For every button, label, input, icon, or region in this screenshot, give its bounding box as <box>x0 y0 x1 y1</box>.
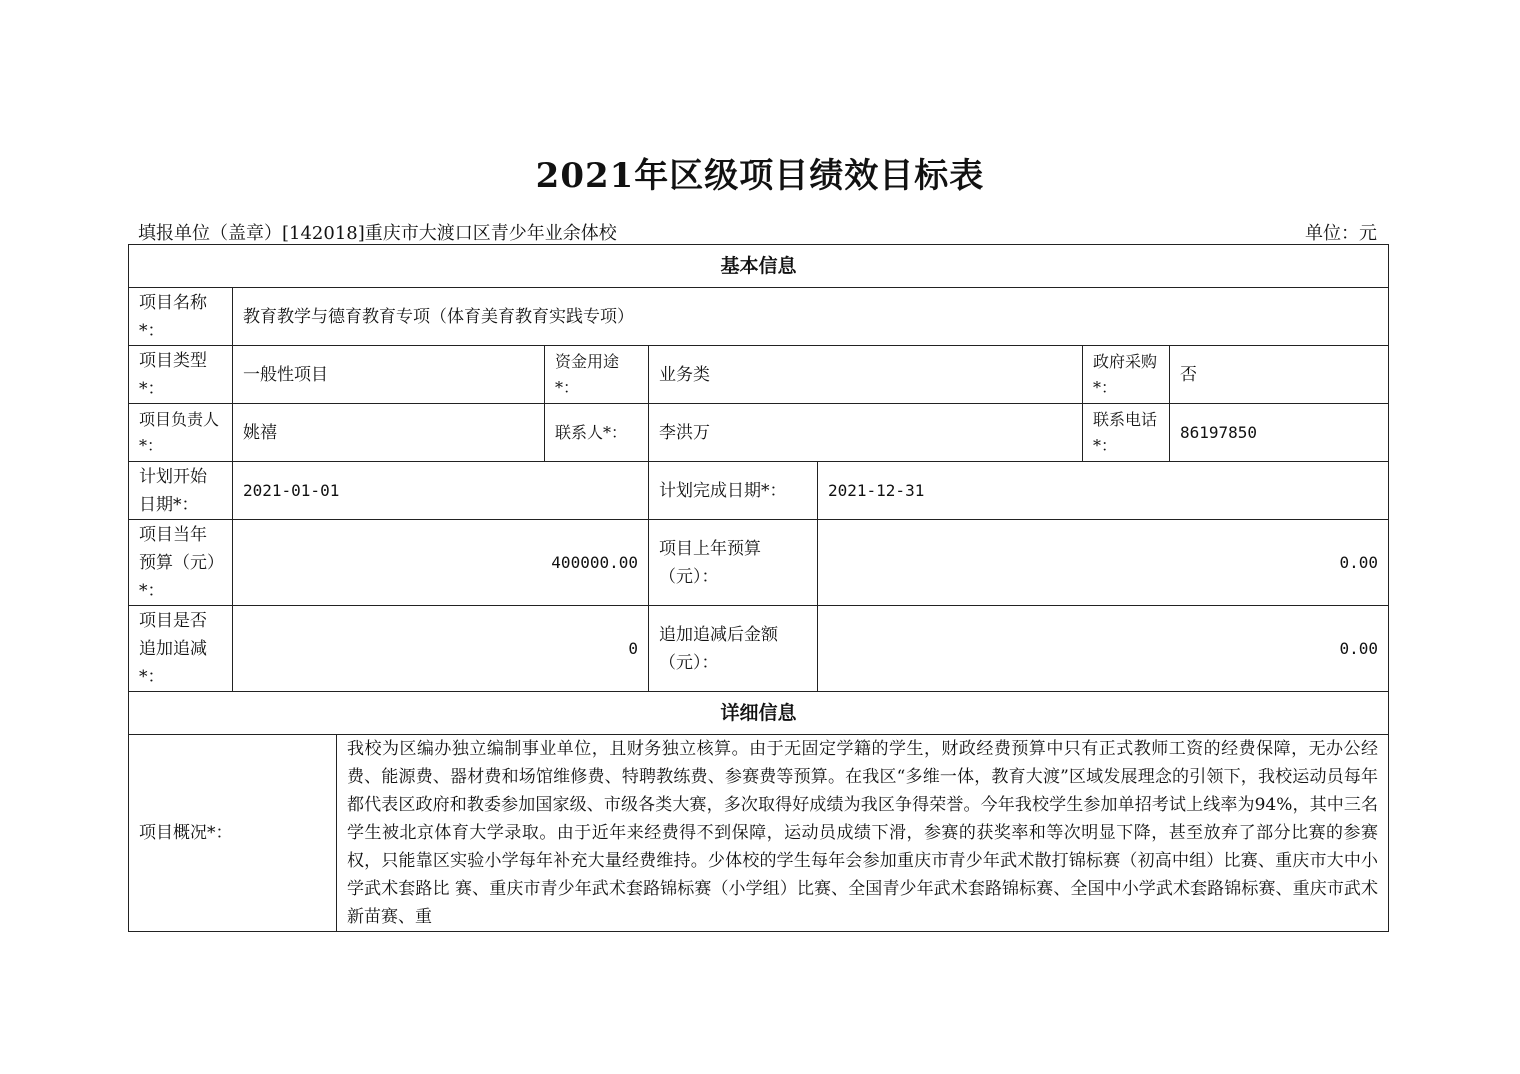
after-adjust-value: 0.00 <box>818 606 1389 692</box>
adjust-value: 0 <box>233 606 649 692</box>
section-detail-title: 详细信息 <box>129 692 1389 735</box>
after-adjust-label: 追加追减后金额（元）： <box>649 606 818 692</box>
last-budget-label: 项目上年预算（元）： <box>649 520 818 606</box>
gov-purchase-value: 否 <box>1170 346 1389 404</box>
page-title: 2021年区级项目绩效目标表 <box>535 156 985 196</box>
leader-value: 姚禧 <box>233 404 545 462</box>
start-date-label: 计划开始日期*： <box>129 462 233 520</box>
row-adjust <box>129 606 1389 692</box>
section-detail-row <box>129 692 1389 735</box>
row-budget <box>129 520 1389 606</box>
performance-form-table <box>128 244 1389 932</box>
row-overview <box>129 735 1389 932</box>
phone-label: 联系电话*： <box>1083 404 1170 462</box>
phone-value: 86197850 <box>1170 404 1389 462</box>
row-project-name <box>129 288 1389 346</box>
filing-unit: 填报单位（盖章）[142018]重庆市大渡口区青少年业余体校 <box>138 223 617 244</box>
row-dates <box>129 462 1389 520</box>
start-date-value: 2021-01-01 <box>233 462 649 520</box>
fund-use-label: 资金用途*： <box>545 346 649 404</box>
row-leader <box>129 404 1389 462</box>
row-project-type <box>129 346 1389 404</box>
leader-label: 项目负责人*： <box>129 404 233 462</box>
end-date-value: 2021-12-31 <box>818 462 1389 520</box>
overview-label: 项目概况*： <box>129 735 337 932</box>
project-type-value: 一般性项目 <box>233 346 545 404</box>
overview-text: 我校为区编办独立编制事业单位，且财务独立核算。由于无固定学籍的学生，财政经费预算中只有正式教师工资的经费保障，无办公经费、能源费、器材费和场馆维修费、特聘教练费、参赛费等预算。在我区“多维一体，教育大渡”区域发展理念的引领下，我校运动员每年都代表区政府和教委参加国家级、市级各类大赛，多次取得好成绩为我区争得荣誉。今年我校学生参加单招考试上线率为94%，其中三名学生被北京体育大学录取。由于近年来经费得不到保障，运动员成绩下滑，参赛的获奖率和等次明显下降，甚至放弃了部分比赛的参赛权，只能靠区实验小学每年补充大量经费维持。少体校的学生每年会参加重庆市青少年武术散打锦标赛（初高中组）比赛、重庆市大中小学武术套路比 赛、重庆市青少年武术套路锦标赛（小学组）比赛、全国青少年武术套路锦标赛、全国中小学武术套路锦标赛、重庆市武术新苗赛、重 <box>337 735 1389 932</box>
section-basic-row <box>129 245 1389 288</box>
contact-label: 联系人*： <box>545 404 649 462</box>
end-date-label: 计划完成日期*： <box>649 462 818 520</box>
last-budget-value: 0.00 <box>818 520 1389 606</box>
adjust-label: 项目是否追加追减*： <box>129 606 233 692</box>
budget-value: 400000.00 <box>233 520 649 606</box>
fund-use-value: 业务类 <box>649 346 1083 404</box>
contact-value: 李洪万 <box>649 404 1083 462</box>
project-name-label: 项目名称*： <box>129 288 233 346</box>
currency-unit: 单位：元 <box>1305 223 1377 244</box>
project-name-value: 教育教学与德育教育专项（体育美育教育实践专项） <box>233 288 1389 346</box>
budget-label: 项目当年预算（元）*： <box>129 520 233 606</box>
gov-purchase-label: 政府采购*： <box>1083 346 1170 404</box>
project-type-label: 项目类型*： <box>129 346 233 404</box>
section-basic-title: 基本信息 <box>129 245 1389 288</box>
